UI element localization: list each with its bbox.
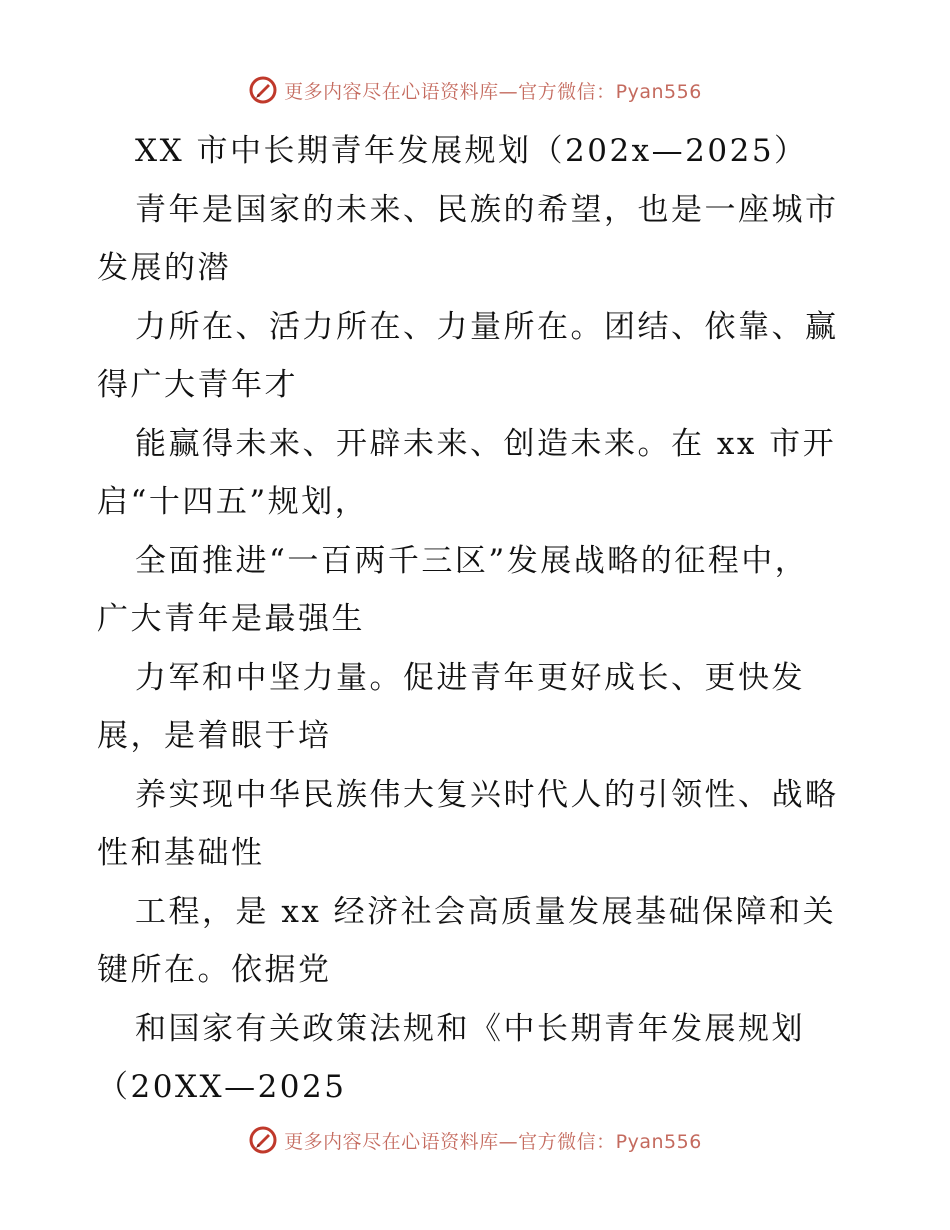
document-line: 青年是国家的未来、民族的希望，也是一座城市 (135, 191, 839, 228)
document-line: 得广大青年才 (97, 367, 298, 403)
document-line: 能赢得未来、开辟未来、创造未来。在 xx 市开 (135, 425, 837, 462)
watermark-text: 更多内容尽在心语资料库—官方微信：Pyan556 (284, 1130, 702, 1153)
document-body (97, 122, 857, 1117)
pen-seal-icon (248, 1125, 278, 1155)
document-line: XX 市中长期青年发展规划（202x—2025） (135, 133, 808, 169)
document-line: 工程，是 xx 经济社会高质量发展基础保障和关 (135, 893, 837, 930)
document-line: 养实现中华民族伟大复兴时代人的引领性、战略 (135, 776, 839, 813)
document-line: 和国家有关政策法规和《中长期青年发展规划 (135, 1010, 805, 1047)
header-watermark (0, 72, 950, 108)
document-line: 力军和中坚力量。促进青年更好成长、更快发 (135, 659, 805, 696)
document-line: 广大青年是最强生 (97, 601, 365, 637)
document-line: 键所在。依据党 (97, 952, 332, 988)
document-line: 发展的潜 (97, 250, 231, 286)
document-line: 力所在、活力所在、力量所在。团结、依靠、赢 (135, 308, 839, 345)
watermark-text: 更多内容尽在心语资料库—官方微信：Pyan556 (284, 80, 702, 103)
document-line: 性和基础性 (97, 835, 265, 871)
pen-seal-icon (248, 75, 278, 105)
footer-watermark (0, 1122, 950, 1158)
document-line: 全面推进“一百两千三区”发展战略的征程中， (135, 542, 809, 579)
document-line: 启“十四五”规划， (97, 484, 369, 520)
document-line: （20XX—2025 (97, 1069, 347, 1105)
document-line: 展，是着眼于培 (97, 718, 332, 754)
